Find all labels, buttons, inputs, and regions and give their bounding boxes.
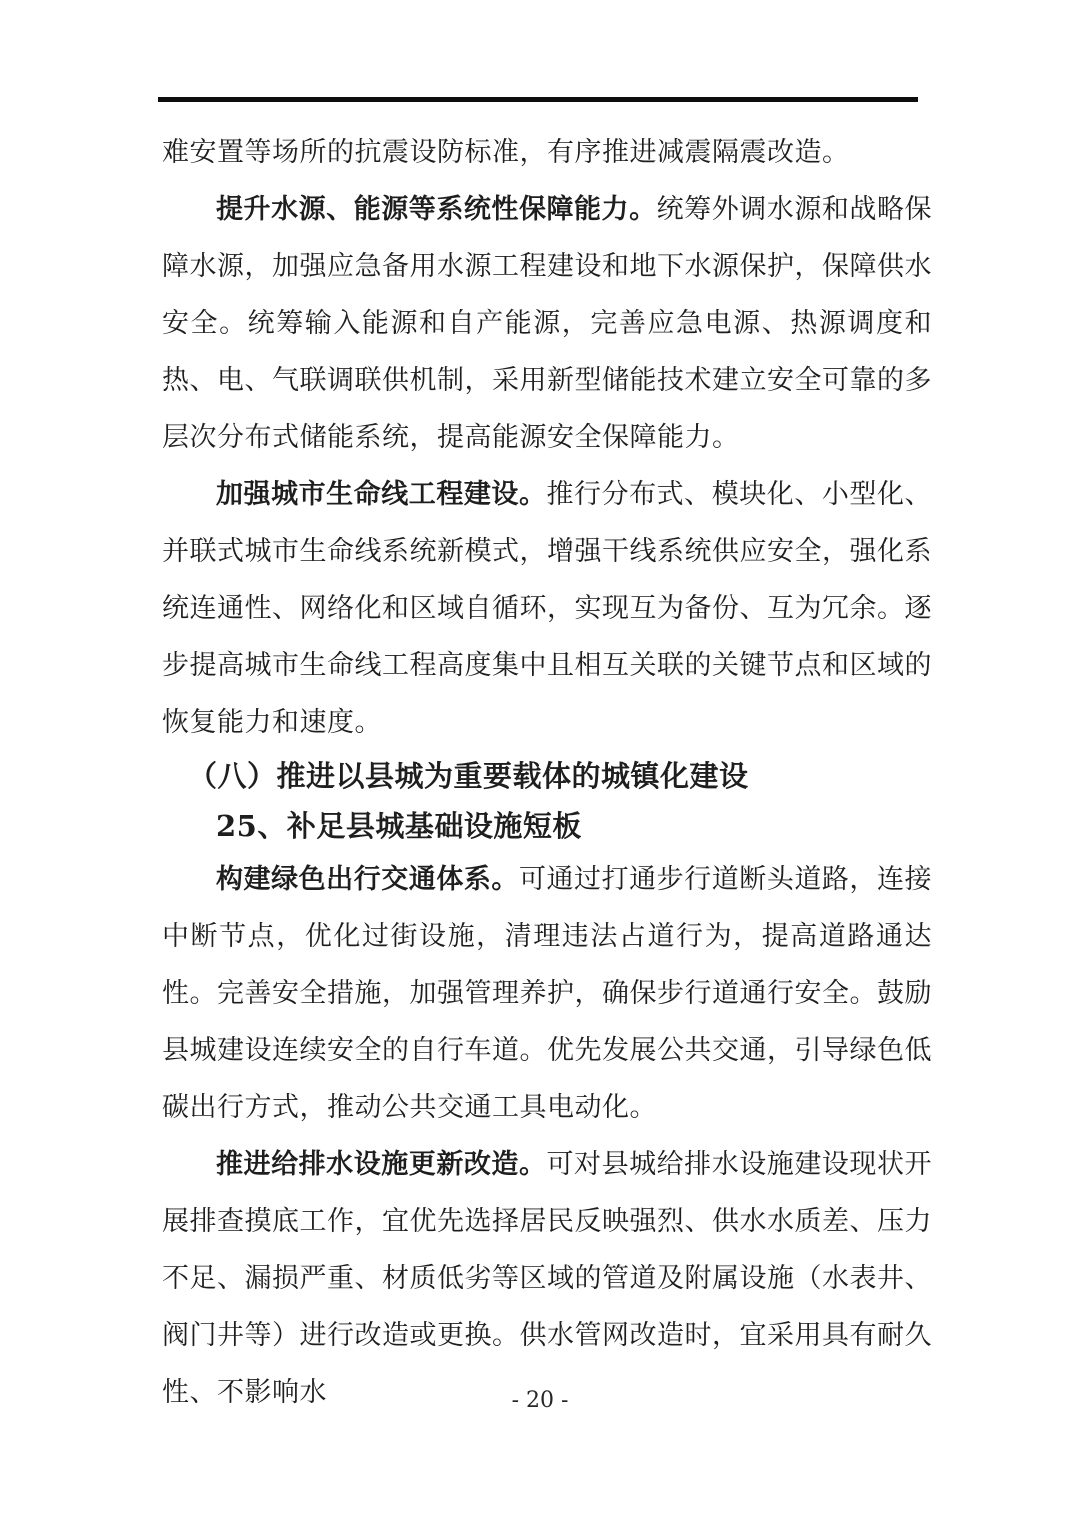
paragraph-green-transport-lead: 构建绿色出行交通体系。 [216,864,519,895]
paragraph-water-drainage-body: 可对县城给排水设施建设现状开展排查摸底工作，宜优先选择居民反映强烈、供水水质差、压力不足、漏损严重、材质低劣等区域的管道及附属设施（水表井、阀门井等）进行改造或更换。供水管网改造时，宜采用具有耐久性、不影响水 [162,1149,933,1408]
header-rule [158,97,918,102]
paragraph-water-energy-lead: 提升水源、能源等系统性保障能力。 [216,194,657,225]
page-number: - 20 - [511,1388,569,1413]
paragraph-water-drainage-lead: 推进给排水设施更新改造。 [216,1149,547,1180]
paragraph-water-drainage [162,1136,932,1421]
paragraph-continuation: 难安置等场所的抗震设防标准，有序推进减震隔震改造。 [162,137,850,168]
paragraph-water-energy-body: 统筹外调水源和战略保障水源，加强应急备用水源工程建设和地下水源保护，保障供水安全。统筹输入能源和自产能源，完善应急电源、热源调度和热、电、气联调联供机制，采用新型储能技术建立安全可靠的多层次分布式储能系统，提高能源安全保障能力。 [162,194,933,453]
paragraph-green-transport-body: 可通过打通步行道断头道路，连接中断节点，优化过街设施，清理违法占道行为，提高道路通达性。完善安全措施，加强管理养护，确保步行道通行安全。鼓励县城建设连续安全的自行车道。优先发展公共交通，引导绿色低碳出行方式，推动公共交通工具电动化。 [162,864,933,1123]
paragraph-lifeline-body: 推行分布式、模块化、小型化、并联式城市生命线系统新模式，增强干线系统供应安全，强化系统连通性、网络化和区域自循环，实现互为备份、互为冗余。逐步提高城市生命线工程高度集中且相互关联的关键节点和区域的恢复能力和速度。 [162,479,933,738]
page-content [162,124,932,1421]
section-heading: （八）推进以县城为重要载体的城镇化建设 [188,759,749,793]
item-heading: 25、补足县城基础设施短板 [216,809,582,843]
paragraph-green-transport [162,851,932,1136]
paragraph-water-energy [162,181,932,466]
paragraph-lifeline [162,466,932,751]
paragraph-lifeline-lead: 加强城市生命线工程建设。 [216,479,547,510]
